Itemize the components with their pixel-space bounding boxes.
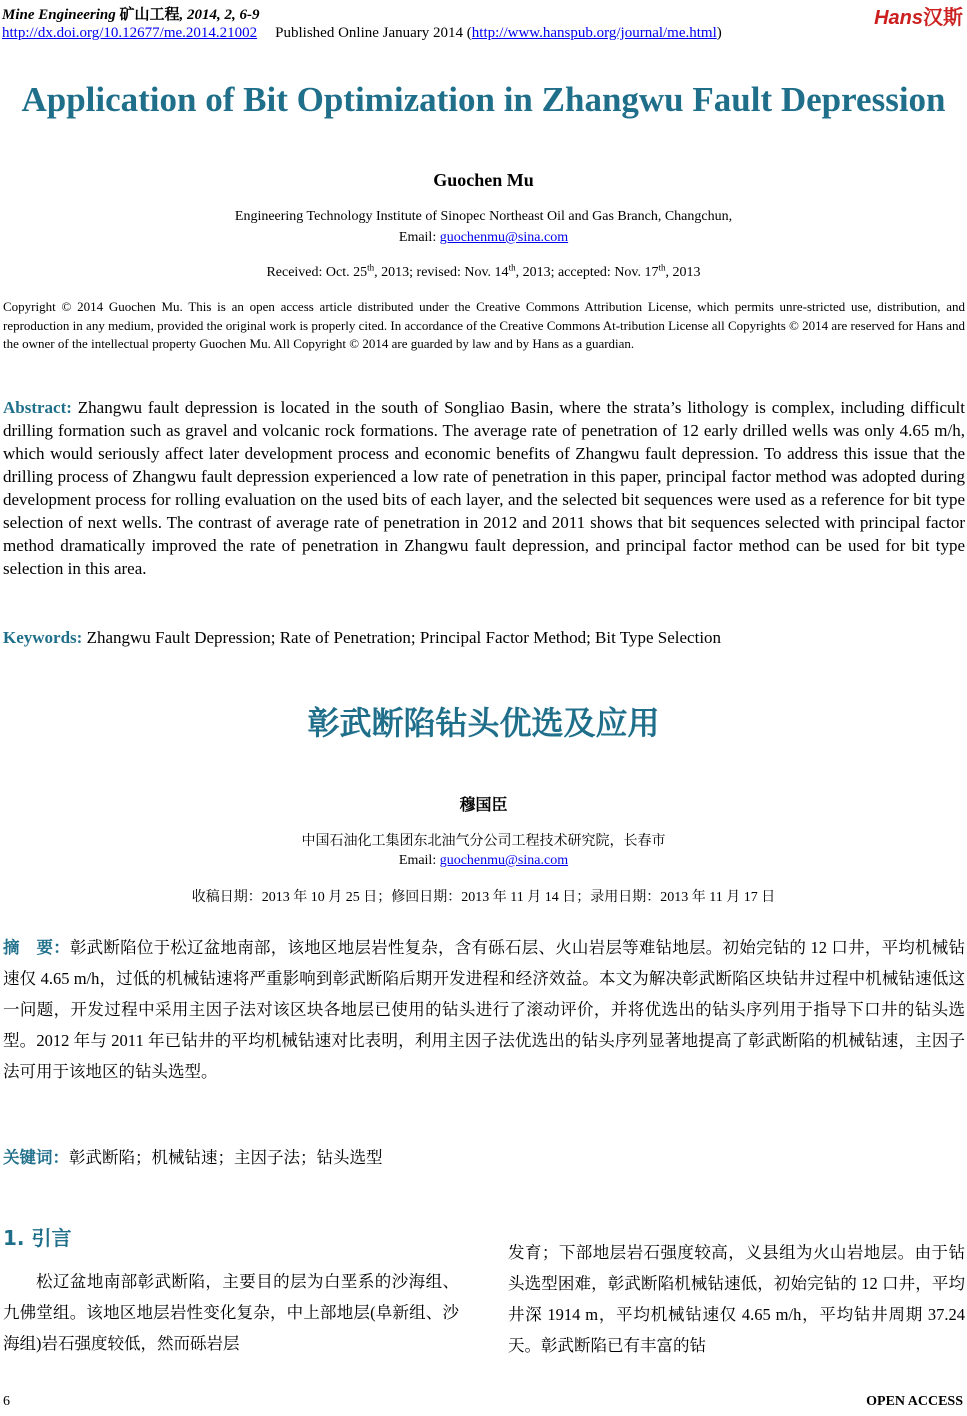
body-column-right: 发育；下部地层岩石强度较高，义县组为火山岩地层。由于钻头选型困难，彰武断陷机械钻速低，初始完钻的 12 口井，平均井深 1914 m，平均机械钻速仅 4.65 m/h，平均钻井周期 37.24 天。彰武断陷已有丰富的钻 bbox=[508, 1243, 965, 1355]
published-text: Published Online January 2014 ( bbox=[275, 25, 472, 41]
journal-link[interactable]: http://www.hanspub.org/journal/me.html bbox=[471, 25, 717, 41]
volume-info: , 2014, 2, 6-9 bbox=[179, 7, 260, 23]
abstract-en bbox=[3, 396, 965, 580]
doi-link[interactable]: http://dx.doi.org/10.12677/me.2014.21002 bbox=[2, 25, 258, 41]
logo-text-en: Hans bbox=[874, 7, 923, 29]
journal-name-cn: 矿山工程 bbox=[119, 7, 180, 23]
email-link-cn[interactable]: guochenmu@sina.com bbox=[439, 853, 569, 868]
abstract-label: Abstract: bbox=[3, 398, 72, 417]
body-column-left: 松辽盆地南部彰武断陷，主要目的层为白垩系的沙海组、九佛堂组。该地区地层岩性变化复杂，中上部地层(阜新组、沙海组)岩石强度较低，然而砾岩层 bbox=[3, 1272, 459, 1353]
affiliation-en: Engineering Technology Institute of Sinopec Northeast Oil and Gas Branch, Changchun, bbox=[234, 209, 733, 224]
keywords-en bbox=[3, 626, 965, 649]
journal-header bbox=[2, 3, 260, 24]
received-dates-en: Received: Oct. 25th, 2013; revised: Nov. 14th, 2013; accepted: Nov. 17th, 2013 bbox=[266, 262, 701, 280]
keywords-label-cn: 关键词： bbox=[3, 1148, 69, 1167]
page-number: 6 bbox=[3, 1394, 10, 1409]
paper-title-en: Application of Bit Optimization in Zhangwu Fault Depression bbox=[21, 80, 946, 119]
abstract-cn bbox=[3, 932, 965, 1087]
email-link-en[interactable]: guochenmu@sina.com bbox=[439, 230, 569, 245]
abstract-text: Zhangwu fault depression is located in the south of Songliao Basin, where the strata’s lithology is complex, including difficult drilling formation such as gravel and volcanic rock formations. The average rate of penetration of 12 early drilled wells was only 4.65 m/h, which would seriously affect later development process and economic benefits of Zhangwu fault depression. To address this issue that the drilling process of Zhangwu fault depression experienced a low rate of penetration in this paper, principal factor method was adopted during development process for rolling evaluation on the used bits of each layer, and the selected bit sequences were used as a reference for bit type selection of next wells. The contrast of average rate of penetration in 2012 and 2011 shows that bit sequences selected with principal factor method dramatically improved the rate of penetration in Zhangwu fault depression, and principal factor method can be used for bit type selection in this area. bbox=[3, 398, 965, 578]
journal-name: Mine Engineering bbox=[2, 7, 116, 23]
email-line-en: Email: guochenmu@sina.com bbox=[398, 230, 569, 245]
author-cn: 穆国臣 bbox=[459, 795, 508, 814]
abstract-text-cn: 彰武断陷位于松辽盆地南部，该地区地层岩性复杂，含有砾石层、火山岩层等难钻地层。初始完钻的 12 口井，平均机械钻速仅 4.65 m/h，过低的机械钻速将严重影响到彰武断陷后期开发进程和经济效益。本文为解决彰武断陷区块钻井过程中机械钻速低这一问题，开发过程中采用主因子法对该区块各地层已使用的钻头进行了滚动评价，并将优选出的钻头序列用于指导下口井的钻头选型。2012 年与 2011 年已钻井的平均机械钻速对比表明，利用主因子法优选出的钻头序列显著地提高了彰武断陷的机械钻速，主因子法可用于该地区的钻头选型。 bbox=[3, 938, 966, 1081]
abstract-label-cn: 摘 要： bbox=[3, 938, 70, 957]
hans-logo bbox=[874, 1, 963, 30]
keywords-label: Keywords: bbox=[3, 628, 83, 647]
email-line-cn: Email: guochenmu@sina.com bbox=[398, 853, 569, 868]
keywords-cn bbox=[3, 1146, 965, 1170]
logo-text-cn: 汉斯 bbox=[923, 7, 963, 29]
paper-title-cn: 彰武断陷钻头优选及应用 bbox=[307, 704, 660, 742]
received-dates-cn: 收稿日期：2013 年 10 月 25 日；修回日期：2013 年 11 月 14 日；录用日期：2013 年 11 月 17 日 bbox=[191, 890, 776, 905]
doi-line: http://dx.doi.org/10.12677/me.2014.21002 Published Online January 2014 (http://www.hanspub.org/journal/me.html) bbox=[2, 25, 722, 41]
open-access-label: OPEN ACCESS bbox=[866, 1394, 963, 1409]
section-heading: 1. 引言 bbox=[3, 1226, 72, 1250]
affiliation-cn: 中国石油化工集团东北油气分公司工程技术研究院，长春市 bbox=[301, 834, 666, 849]
keywords-text-cn: 彰武断陷；机械钻速；主因子法；钻头选型 bbox=[69, 1148, 383, 1167]
author-en: Guochen Mu bbox=[433, 170, 534, 190]
copyright-notice: Copyright © 2014 Guochen Mu. This is an open access article distributed under the Creative Commons Attribution License, which permits unre-stricted use, distribution, and reproduction in any medium, provided the original work is properly cited. In accordance of the Creative Commons At-tribution License all Copyrights © 2014 are reserved for Hans and the owner of the intellectual property Guochen Mu. All Copyright © 2014 are guarded by law and by Hans as a guardian. bbox=[3, 299, 965, 351]
keywords-text: Zhangwu Fault Depression; Rate of Penetration; Principal Factor Method; Bit Type Selection bbox=[82, 628, 722, 647]
